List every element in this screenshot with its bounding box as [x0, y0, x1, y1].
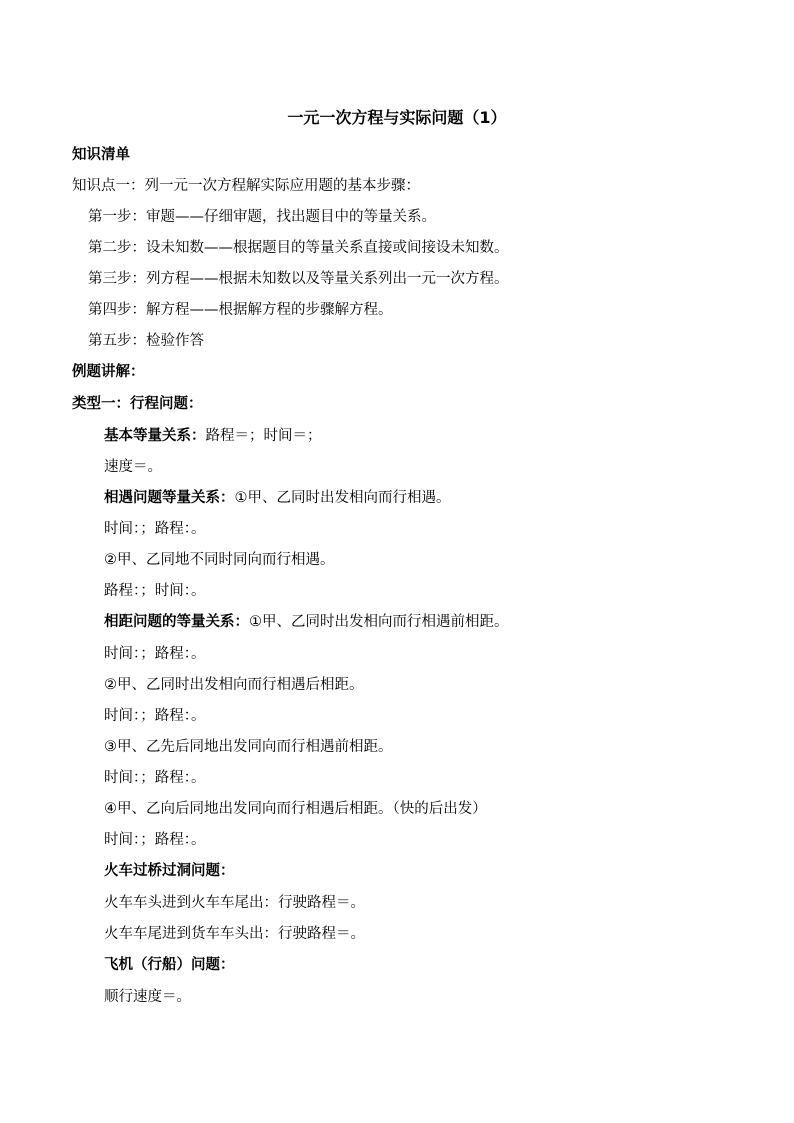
basic-relation-line — [104, 426, 322, 446]
distance-case-3-answer: 时间：；路程：。 — [104, 770, 206, 786]
meet-relation-label: 相遇问题等量关系： — [104, 490, 235, 506]
page-title: 一元一次方程与实际问题（1） — [287, 108, 507, 127]
distance-case-2: ②甲、乙同时出发相向而行相遇后相距。 — [104, 677, 364, 693]
meet-case-1: ①甲、乙同时出发相向而行相遇。 — [234, 490, 451, 506]
distance-case-3: ③甲、乙先后同地出发同向而行相遇前相距。 — [104, 739, 393, 755]
examples-heading: 例题讲解： — [72, 364, 145, 380]
train-heading: 火车过桥过洞问题： — [104, 863, 235, 879]
distance-relation-label: 相距问题的等量关系： — [104, 614, 249, 630]
knowledge-point-1: 知识点一：列一元一次方程解实际应用题的基本步骤： — [72, 178, 420, 194]
train-case-2: 火车车尾进到货车车头出：行驶路程＝。 — [104, 926, 365, 942]
step-4: 第四步：解方程——根据解方程的步骤解方程。 — [88, 302, 393, 318]
meet-case-2-answer: 路程：；时间：。 — [104, 583, 206, 599]
meet-case-1-answer: 时间：；路程：。 — [104, 521, 206, 537]
meet-relation-line — [104, 488, 451, 508]
step-2: 第二步：设未知数——根据题目的等量关系直接或间接设未知数。 — [88, 240, 509, 256]
distance-relation-line — [104, 612, 509, 632]
distance-case-4-answer: 时间：；路程：。 — [104, 832, 206, 848]
distance-case-1: ①甲、乙同时出发相向而行相遇前相距。 — [249, 614, 509, 630]
meet-case-2: ②甲、乙同地不同时同向而行相遇。 — [104, 552, 335, 568]
step-3: 第三步：列方程——根据未知数以及等量关系列出一元一次方程。 — [88, 271, 509, 287]
step-1: 第一步：审题——仔细审题，找出题目中的等量关系。 — [88, 209, 436, 225]
step-5: 第五步：检验作答 — [88, 333, 204, 349]
train-case-1: 火车车头进到火车车尾出：行驶路程＝。 — [104, 895, 365, 911]
type1-heading: 类型一：行程问题： — [72, 396, 203, 412]
section-heading-knowledge: 知识清单 — [72, 147, 130, 163]
basic-relation-text: 路程＝；时间＝； — [205, 428, 322, 444]
plane-heading: 飞机（行船）问题： — [104, 957, 235, 973]
plane-case-1: 顺行速度＝。 — [104, 989, 191, 1005]
speed-line: 速度＝。 — [104, 459, 162, 475]
distance-case-4: ④甲、乙向后同地出发同向而行相遇后相距。（快的后出发） — [104, 801, 487, 817]
basic-relation-label: 基本等量关系： — [104, 428, 206, 444]
distance-case-1-answer: 时间：；路程：。 — [104, 646, 206, 662]
distance-case-2-answer: 时间：；路程：。 — [104, 708, 206, 724]
